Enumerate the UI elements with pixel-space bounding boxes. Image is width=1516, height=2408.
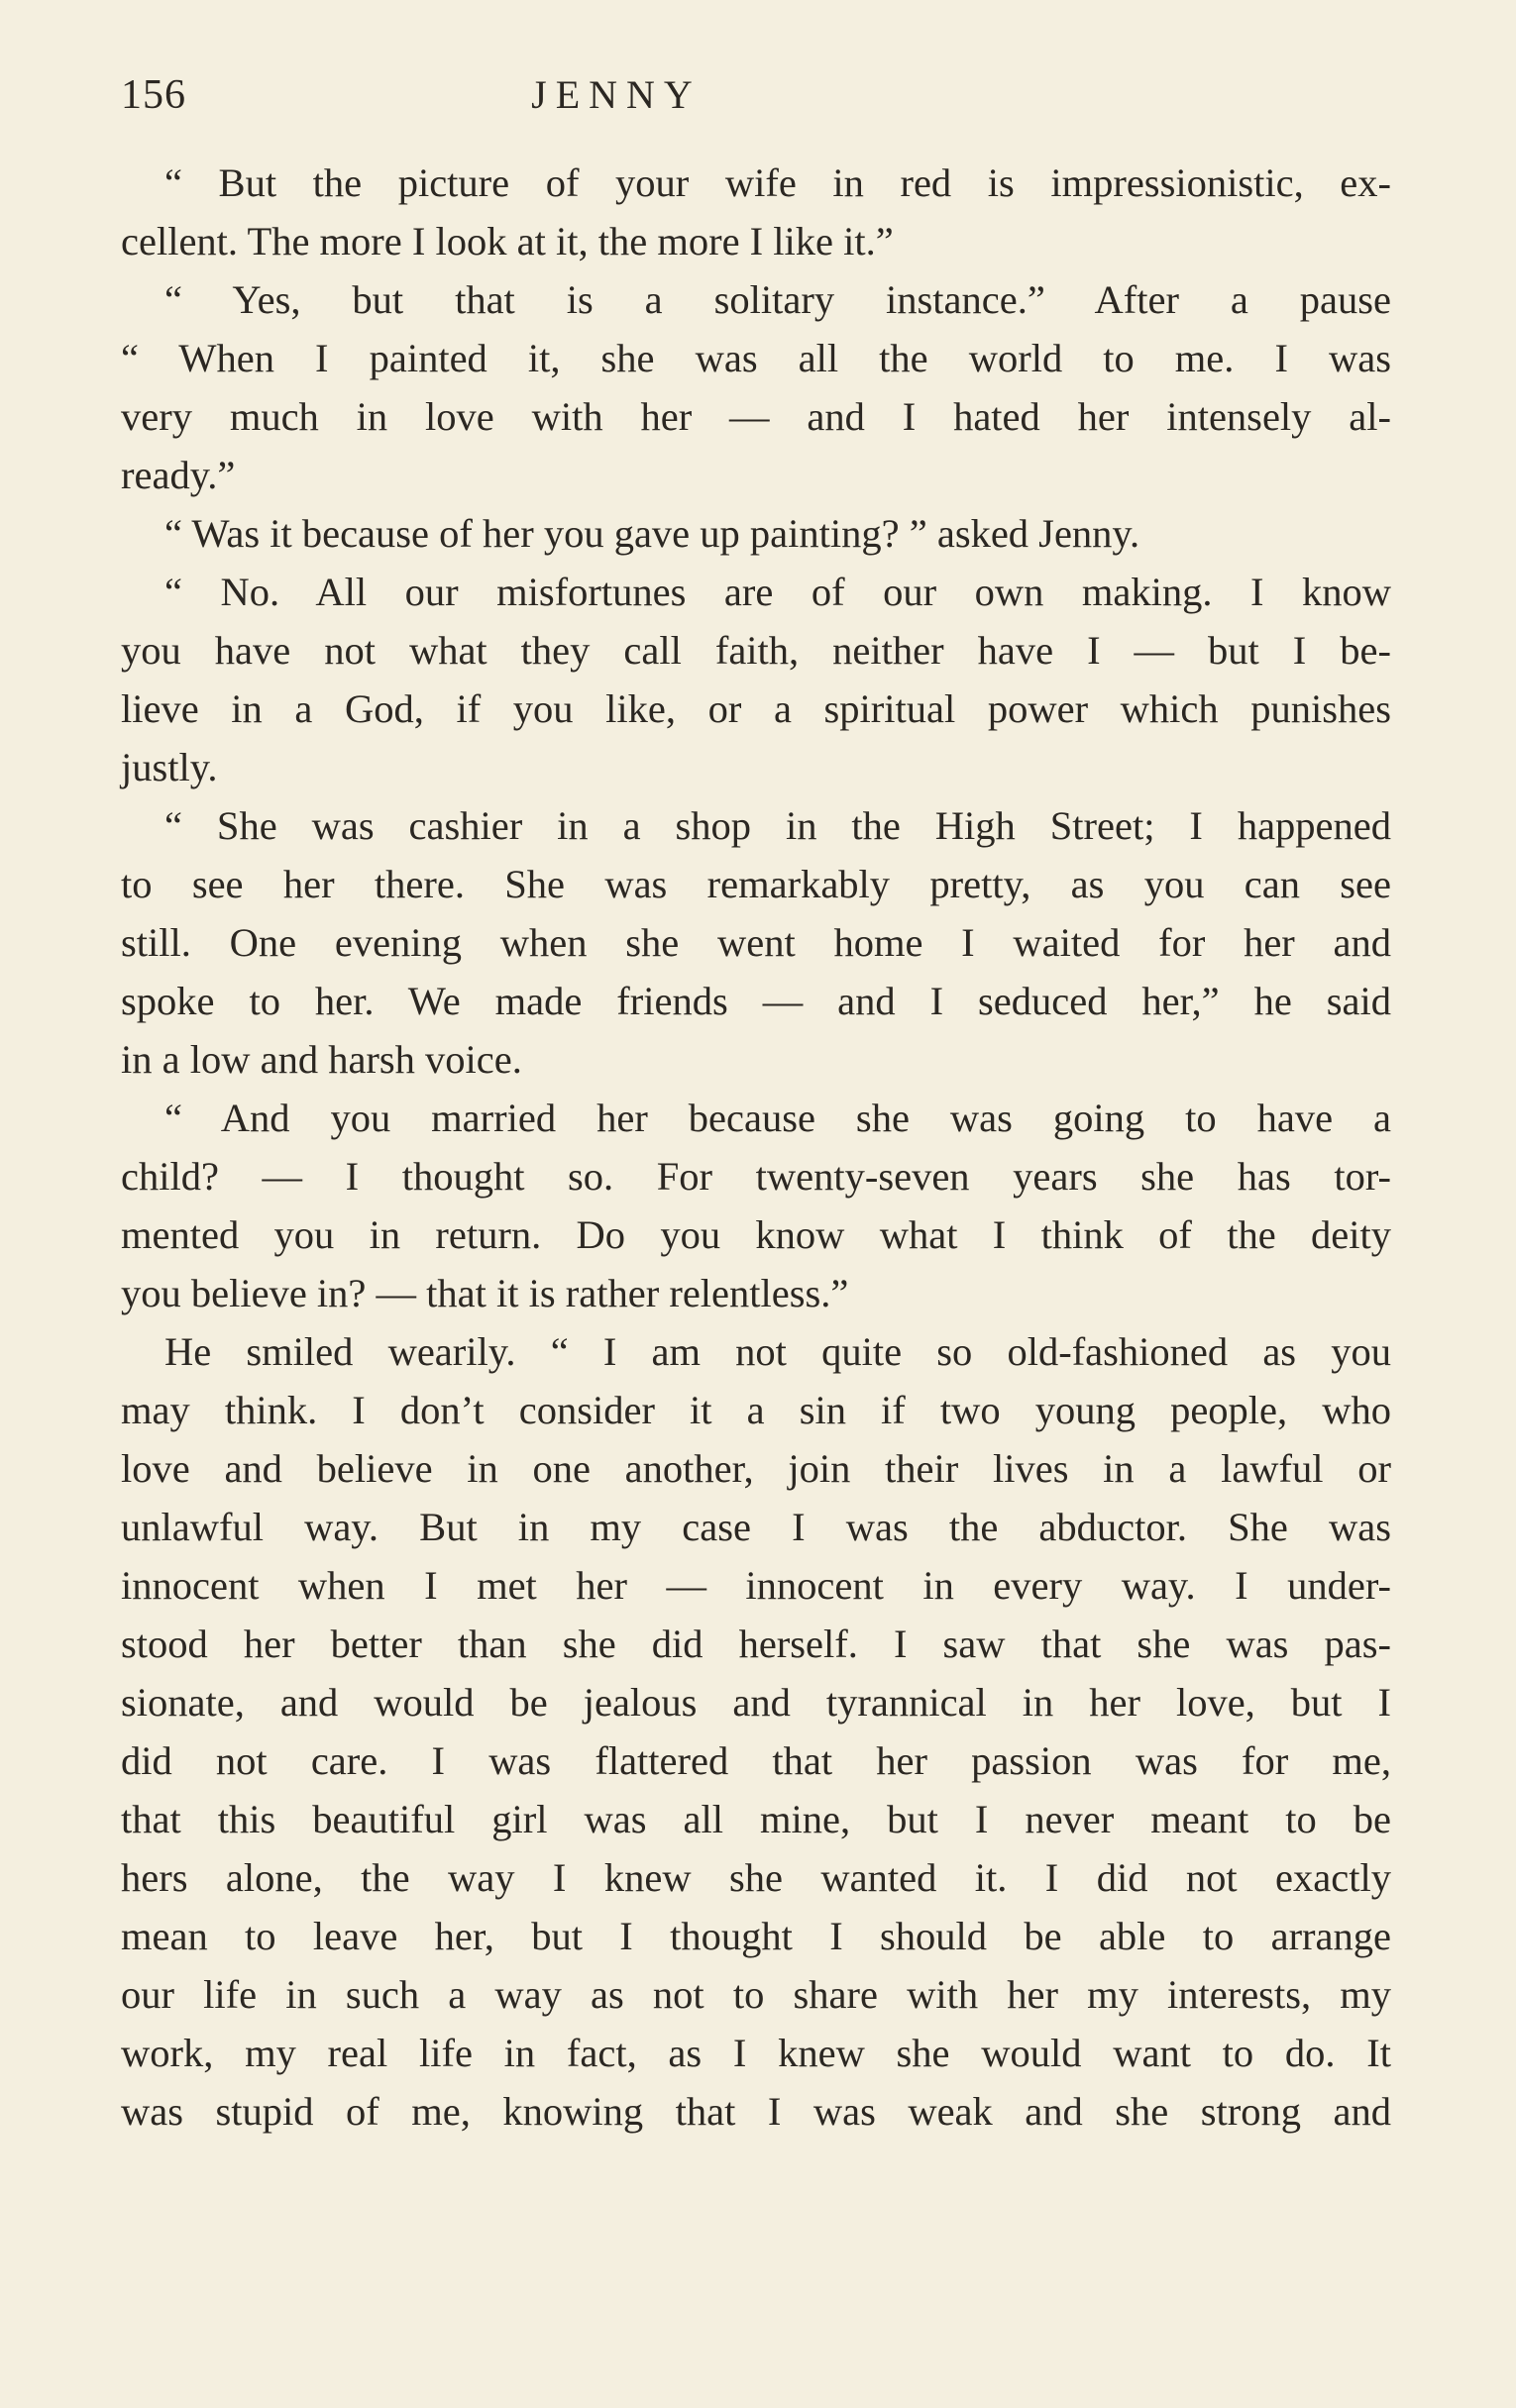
text-line: our life in such a way as not to share with her my interests, my (121, 1972, 1391, 2017)
page-number: 156 (121, 72, 186, 118)
running-title: JENNY (531, 72, 702, 117)
text-line: sionate, and would be jealous and tyrannical in her love, but I (121, 1680, 1391, 1725)
page-header (121, 71, 1391, 131)
text-line: “ Yes, but that is a solitary instance.” After a pause (164, 277, 1391, 322)
text-line: ready.” (121, 453, 236, 497)
text-line: very much in love with her — and I hated her intensely al- (121, 394, 1391, 439)
body-text (121, 154, 1391, 2141)
text-line: “ Was it because of her you gave up painting? ” asked Jenny. (164, 511, 1140, 556)
text-line: love and believe in one another, join their lives in a lawful or (121, 1446, 1391, 1491)
text-line: did not care. I was flattered that her passion was for me, (121, 1738, 1391, 1783)
text-line: unlawful way. But in my case I was the abductor. She was (121, 1505, 1391, 1549)
text-line: “ When I painted it, she was all the world to me. I was (121, 336, 1391, 380)
text-line: “ She was cashier in a shop in the High Street; I happened (164, 803, 1391, 848)
text-line: innocent when I met her — innocent in every way. I under- (121, 1563, 1391, 1608)
text-line: still. One evening when she went home I waited for her and (121, 920, 1391, 965)
text-line: child? — I thought so. For twenty-seven years she has tor- (121, 1154, 1391, 1199)
text-line: to see her there. She was remarkably pretty, as you can see (121, 862, 1391, 906)
text-line: cellent. The more I look at it, the more I like it.” (121, 219, 894, 263)
text-line: stood her better than she did herself. I saw that she was pas- (121, 1622, 1391, 1666)
text-line: hers alone, the way I knew she wanted it. I did not exactly (121, 1855, 1391, 1900)
text-line: lieve in a God, if you like, or a spiritual power which punishes (121, 686, 1391, 731)
text-line: in a low and harsh voice. (121, 1037, 522, 1082)
text-line: spoke to her. We made friends — and I seduced her,” he said (121, 979, 1391, 1023)
text-line: “ And you married her because she was going to have a (164, 1096, 1391, 1140)
text-line: that this beautiful girl was all mine, but I never meant to be (121, 1797, 1391, 1841)
text-line: He smiled wearily. “ I am not quite so old-fashioned as you (164, 1329, 1391, 1374)
text-line: “ No. All our misfortunes are of our own making. I know (164, 570, 1391, 614)
text-line: you have not what they call faith, neither have I — but I be- (121, 628, 1391, 673)
text-line: justly. (121, 745, 218, 789)
text-line: work, my real life in fact, as I knew she would want to do. It (121, 2031, 1391, 2075)
text-line: mented you in return. Do you know what I think of the deity (121, 1212, 1391, 1257)
text-line: was stupid of me, knowing that I was weak and she strong and (121, 2089, 1391, 2134)
text-line: mean to leave her, but I thought I should be able to arrange (121, 1914, 1391, 1958)
text-line: you believe in? — that it is rather relentless.” (121, 1271, 849, 1315)
text-line: “ But the picture of your wife in red is impressionistic, ex- (164, 160, 1391, 205)
text-line: may think. I don’t consider it a sin if two young people, who (121, 1388, 1391, 1432)
